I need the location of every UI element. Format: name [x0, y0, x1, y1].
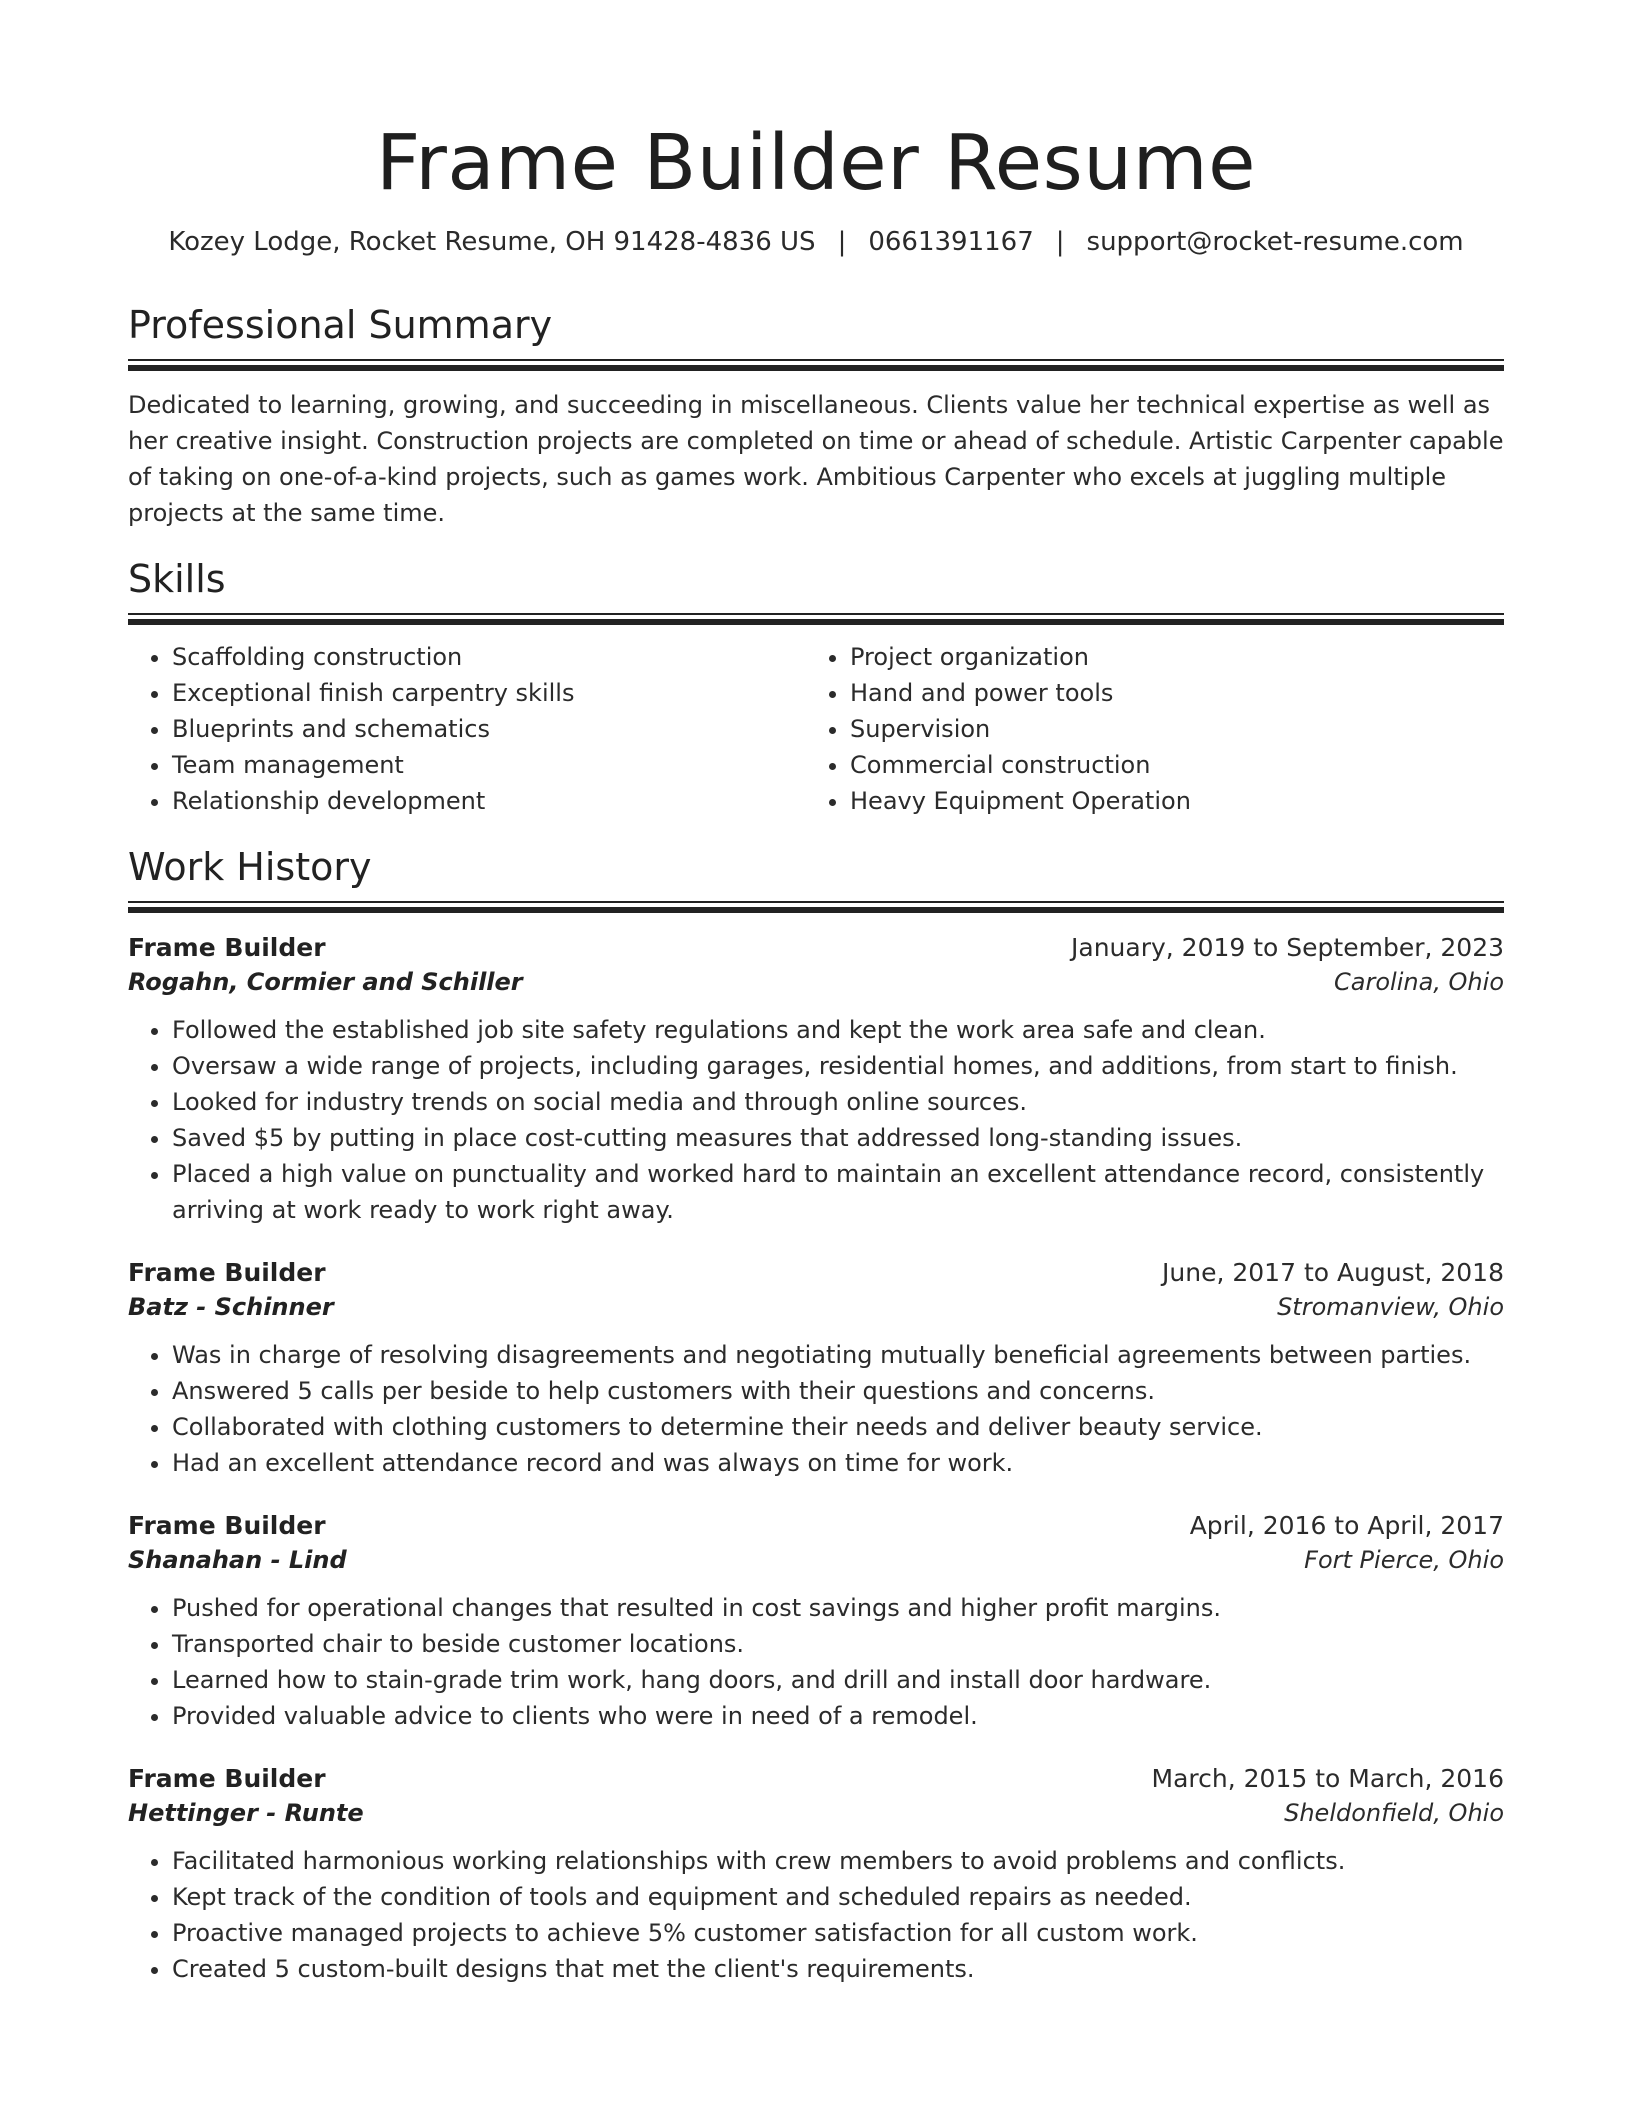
skill-item: • Team management [172, 747, 806, 783]
job-location: Carolina, Ohio [1334, 967, 1504, 996]
skill-item: • Supervision [850, 711, 1484, 747]
skill-item: • Relationship development [172, 783, 806, 819]
section-divider [128, 359, 1504, 371]
contact-phone: 0661391167 [868, 226, 1034, 257]
job-bullet: • Created 5 custom-built designs that met the client's requirements. [172, 1951, 1504, 1987]
section-divider [128, 613, 1504, 625]
resume-page [128, 0, 1504, 1987]
job-title: Frame Builder [128, 1763, 326, 1793]
job-company-row [128, 1546, 1504, 1574]
job-company: Hettinger - Runte [128, 1798, 364, 1827]
skill-item: • Hand and power tools [850, 675, 1484, 711]
job-location: Stromanview, Ohio [1277, 1292, 1504, 1321]
job-bullet: • Facilitated harmonious working relationships with crew members to avoid problems and conflicts. [172, 1843, 1504, 1879]
job-dates: March, 2015 to March, 2016 [1151, 1763, 1504, 1793]
summary-text: Dedicated to learning, growing, and succeeding in miscellaneous. Clients value her technical expertise as well as her creative insight. Construction projects are completed on time or ahead of schedule. Artistic Carpenter capable of taking on one-of-a-kind projects, such as games work. Ambitious Carpenter who excels at juggling multiple projects at the same time. [128, 390, 1504, 527]
job-company: Batz - Schinner [128, 1292, 334, 1321]
job-header-row [128, 933, 1504, 962]
skill-item: • Project organization [850, 639, 1484, 675]
job-bullets [128, 1337, 1504, 1481]
job-entry [128, 1764, 1504, 1987]
job-bullet: • Proactive managed projects to achieve 5% customer satisfaction for all custom work. [172, 1915, 1504, 1951]
section-divider [128, 901, 1504, 913]
job-bullet: • Pushed for operational changes that resulted in cost savings and higher profit margins. [172, 1590, 1504, 1626]
job-dates: June, 2017 to August, 2018 [1162, 1257, 1504, 1287]
skills-heading: Skills [128, 556, 226, 601]
job-bullet: • Oversaw a wide range of projects, including garages, residential homes, and additions, from start to finish. [172, 1048, 1504, 1084]
job-bullet: • Followed the established job site safety regulations and kept the work area safe and clean. [172, 1012, 1504, 1048]
contact-line [128, 227, 1504, 257]
job-bullet: • Answered 5 calls per beside to help customers with their questions and concerns. [172, 1373, 1504, 1409]
job-dates: January, 2019 to September, 2023 [1071, 932, 1504, 962]
job-bullet: • Saved $5 by putting in place cost-cutting measures that addressed long-standing issues. [172, 1120, 1504, 1156]
job-entry [128, 1511, 1504, 1734]
job-header-row [128, 1764, 1504, 1793]
summary-heading: Professional Summary [128, 302, 553, 347]
skill-item: • Commercial construction [850, 747, 1484, 783]
job-company-row [128, 1799, 1504, 1827]
job-bullets [128, 1590, 1504, 1734]
job-bullet: • Placed a high value on punctuality and worked hard to maintain an excellent attendance record, consistently arriving at work ready to work right away. [172, 1156, 1504, 1228]
contact-email: support@rocket-resume.com [1086, 226, 1464, 257]
job-bullet: • Provided valuable advice to clients who were in need of a remodel. [172, 1698, 1504, 1734]
skills-list-right [806, 639, 1484, 819]
job-header-row [128, 1258, 1504, 1287]
skill-item: • Heavy Equipment Operation [850, 783, 1484, 819]
skills-list-left [128, 639, 806, 819]
job-location: Sheldonfield, Ohio [1284, 1798, 1504, 1827]
skill-item: • Blueprints and schematics [172, 711, 806, 747]
skill-item: • Scaffolding construction [172, 639, 806, 675]
job-bullet: • Had an excellent attendance record and was always on time for work. [172, 1445, 1504, 1481]
job-dates: April, 2016 to April, 2017 [1189, 1510, 1504, 1540]
contact-address: Kozey Lodge, Rocket Resume, OH 91428-4836 US [168, 226, 816, 257]
job-bullet: • Learned how to stain-grade trim work, hang doors, and drill and install door hardware. [172, 1662, 1504, 1698]
job-bullet: • Transported chair to beside customer locations. [172, 1626, 1504, 1662]
job-company: Shanahan - Lind [128, 1545, 347, 1574]
job-bullet: • Was in charge of resolving disagreements and negotiating mutually beneficial agreements between parties. [172, 1337, 1504, 1373]
skill-item: • Exceptional finish carpentry skills [172, 675, 806, 711]
job-title: Frame Builder [128, 1510, 326, 1540]
page-title: Frame Builder Resume [376, 119, 1256, 208]
contact-separator: | [1055, 226, 1065, 257]
job-bullet: • Collaborated with clothing customers to determine their needs and deliver beauty service. [172, 1409, 1504, 1445]
job-company-row [128, 1293, 1504, 1321]
skills-grid [128, 639, 1504, 819]
contact-separator: | [837, 226, 847, 257]
job-bullets [128, 1012, 1504, 1228]
job-bullet: • Kept track of the condition of tools and equipment and scheduled repairs as needed. [172, 1879, 1504, 1915]
job-entry [128, 933, 1504, 1228]
work-history-heading: Work History [128, 844, 372, 889]
job-title: Frame Builder [128, 1257, 326, 1287]
job-location: Fort Pierce, Ohio [1304, 1545, 1504, 1574]
job-bullets [128, 1843, 1504, 1987]
job-title: Frame Builder [128, 932, 326, 962]
job-company-row [128, 968, 1504, 996]
job-company: Rogahn, Cormier and Schiller [128, 967, 523, 996]
job-bullet: • Looked for industry trends on social media and through online sources. [172, 1084, 1504, 1120]
job-entry [128, 1258, 1504, 1481]
job-header-row [128, 1511, 1504, 1540]
